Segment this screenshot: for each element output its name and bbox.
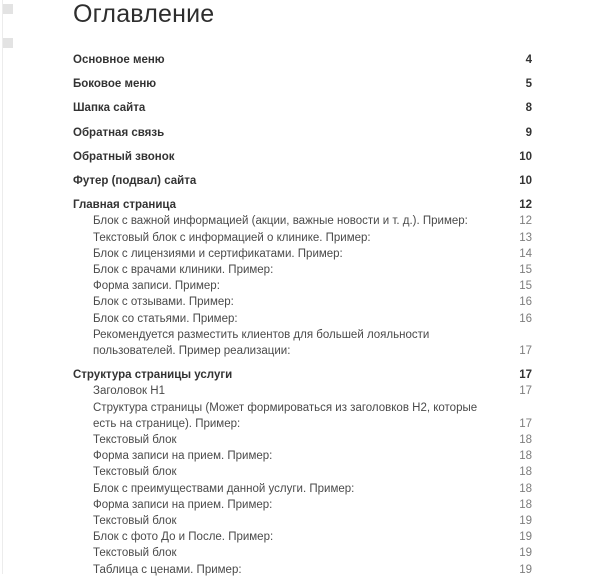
toc-entry-page-number: 13 bbox=[519, 231, 532, 244]
toc-entry-label: Структура страницы услуги bbox=[73, 369, 233, 382]
toc-entry-label: Блок с важной информацией (акции, важные новости и т. д.). Пример: bbox=[93, 215, 468, 228]
page-title: Оглавление bbox=[73, 0, 215, 28]
toc-entry-label: Главная страница bbox=[73, 199, 177, 212]
toc-entry-label: Обратная связь bbox=[73, 126, 165, 139]
toc-entry[interactable] bbox=[73, 432, 532, 448]
toc-entry-page-number: 4 bbox=[525, 54, 532, 66]
toc-entry-label: Текстовый блок bbox=[93, 515, 177, 528]
toc-entry-label: Блок с лицензиями и сертификатами. Пример: bbox=[93, 247, 343, 260]
toc-entry-page-number: 19 bbox=[519, 515, 532, 528]
toc-entry-label: Боковое меню bbox=[73, 78, 157, 91]
toc-entry[interactable] bbox=[73, 497, 532, 513]
toc-entry-page-number: 17 bbox=[519, 369, 532, 382]
toc-entry-page-number: 19 bbox=[519, 547, 532, 560]
toc-entry-page-number: 9 bbox=[525, 126, 532, 139]
edge-artifact-square-top bbox=[3, 4, 13, 14]
toc-entry[interactable] bbox=[73, 562, 532, 578]
toc-entry[interactable] bbox=[73, 52, 532, 68]
toc-entry[interactable] bbox=[73, 76, 532, 92]
toc-entry-label: Форма записи на прием. Пример: bbox=[93, 498, 273, 511]
toc-entry-page-number: 18 bbox=[519, 498, 532, 511]
toc-entry[interactable] bbox=[73, 448, 532, 464]
toc-entry-page-number: 12 bbox=[519, 199, 532, 212]
toc-entry-label: Текстовый блок bbox=[93, 547, 177, 560]
toc-entry-label: Текстовый блок bbox=[93, 434, 177, 447]
toc-entry-label: Футер (подвал) сайта bbox=[73, 175, 197, 188]
toc-entry-label: Текстовый блок с информацией о клинике. Пример: bbox=[93, 231, 371, 244]
toc-entry-page-number: 14 bbox=[519, 247, 532, 260]
toc-entry-label: Обратный звонок bbox=[73, 150, 175, 163]
toc-entry-page-number: 10 bbox=[519, 150, 532, 163]
toc-entry-page-number: 10 bbox=[519, 175, 532, 188]
toc-entry[interactable] bbox=[73, 545, 532, 561]
toc-entry-label: Текстовый блок bbox=[93, 466, 177, 479]
edge-artifact-square-bottom bbox=[3, 38, 13, 48]
toc-entry-page-number: 5 bbox=[525, 78, 532, 91]
toc-entry-label: Структура страницы (Может формироваться из заголовков H2, которые есть на странице). Пример: bbox=[93, 401, 478, 430]
toc-entry-label: Блок с фото До и После. Пример: bbox=[93, 531, 274, 544]
toc-entry-page-number: 15 bbox=[519, 280, 532, 293]
toc-entry-label: Блок с отзывами. Пример: bbox=[93, 296, 234, 309]
toc-entry-label: Шапка сайта bbox=[73, 102, 146, 115]
toc-entry[interactable] bbox=[73, 213, 532, 229]
toc-entry[interactable] bbox=[73, 173, 532, 189]
toc-entry-label: Блок со статьями. Пример: bbox=[93, 312, 238, 325]
toc-entry[interactable] bbox=[73, 262, 532, 278]
toc-entry-label: Рекомендуется разместить клиентов для большей лояльности пользователей. Пример реализации: bbox=[93, 328, 430, 358]
toc-entry[interactable] bbox=[73, 246, 532, 262]
toc-entry[interactable] bbox=[73, 278, 532, 294]
toc-list bbox=[73, 44, 532, 578]
toc-entry[interactable] bbox=[73, 367, 532, 383]
toc-entry[interactable] bbox=[73, 327, 532, 359]
toc-entry-label: Таблица с ценами. Пример: bbox=[93, 563, 242, 576]
toc-entry-label: Форма записи. Пример: bbox=[93, 280, 220, 293]
toc-entry-page-number: 19 bbox=[519, 563, 532, 576]
toc-entry-page-number: 16 bbox=[519, 296, 532, 309]
toc-entry-page-number: 16 bbox=[519, 312, 532, 325]
toc-entry-page-number: 18 bbox=[519, 466, 532, 479]
toc-entry[interactable] bbox=[73, 383, 532, 399]
toc-entry[interactable] bbox=[73, 100, 532, 116]
toc-entry[interactable] bbox=[73, 481, 532, 497]
toc-entry-page-number: 18 bbox=[519, 434, 532, 447]
toc-entry[interactable] bbox=[73, 149, 532, 165]
toc-entry[interactable] bbox=[73, 513, 532, 529]
toc-entry-page-number: 17 bbox=[519, 417, 532, 430]
toc-entry-label: Форма записи на прием. Пример: bbox=[93, 450, 273, 463]
toc-entry-page-number: 12 bbox=[519, 215, 532, 228]
toc-entry-page-number: 18 bbox=[519, 450, 532, 463]
toc-entry[interactable] bbox=[73, 125, 532, 141]
toc-entry-page-number: 15 bbox=[519, 264, 532, 277]
toc-entry[interactable] bbox=[73, 230, 532, 246]
toc-entry-page-number: 18 bbox=[519, 482, 532, 495]
toc-entry-page-number: 17 bbox=[519, 345, 532, 358]
toc-entry-page-number: 19 bbox=[519, 531, 532, 544]
toc-entry[interactable] bbox=[73, 529, 532, 545]
toc-entry-label: Блок с преимуществами данной услуги. Пример: bbox=[93, 482, 355, 495]
toc-entry-label: Заголовок H1 bbox=[93, 385, 165, 398]
page-edge-line bbox=[2, 0, 3, 574]
toc-entry[interactable] bbox=[73, 464, 532, 480]
toc-entry[interactable] bbox=[73, 294, 532, 310]
toc-entry[interactable] bbox=[73, 197, 532, 213]
toc-entry-page-number: 8 bbox=[525, 102, 532, 115]
toc-entry[interactable] bbox=[73, 311, 532, 327]
toc-entry[interactable] bbox=[73, 400, 532, 432]
toc-entry-label: Основное меню bbox=[73, 54, 165, 66]
toc-entry-label: Блок с врачами клиники. Пример: bbox=[93, 264, 274, 277]
toc-entry-page-number: 17 bbox=[519, 385, 532, 398]
